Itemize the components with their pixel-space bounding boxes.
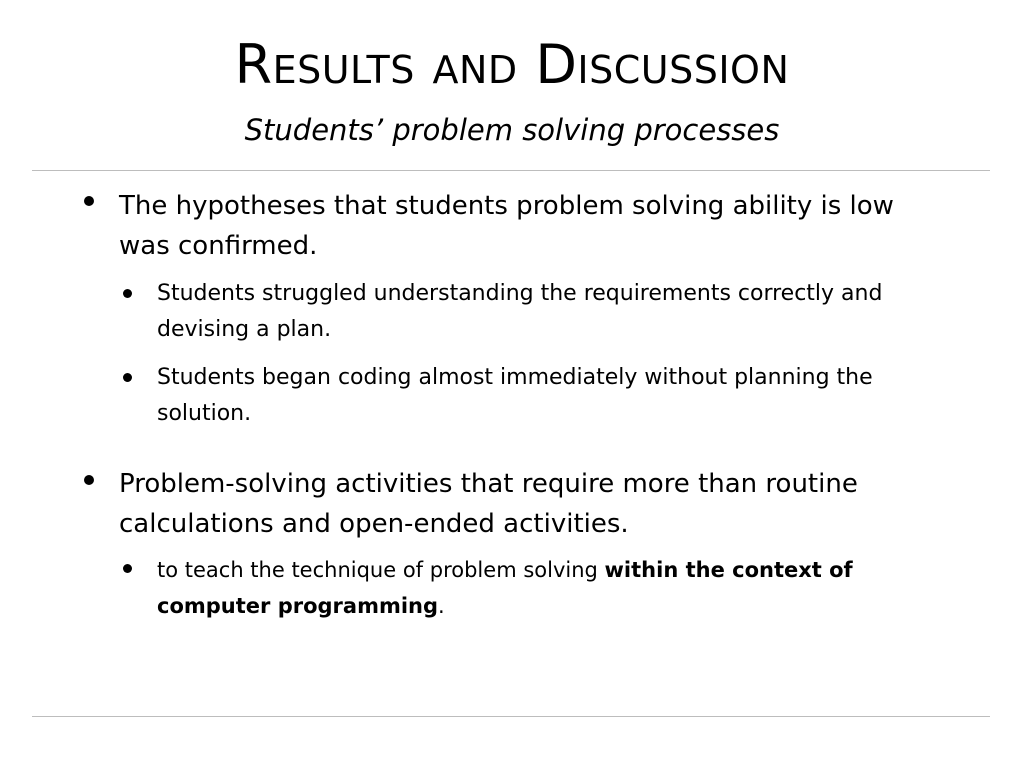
sub-bullet-text: Students began coding almost immediately without planning the solution. [157,365,873,426]
bullet-dot-icon [123,289,132,298]
sub-bullet-text: Students struggled understanding the requirements correctly and devising a plan. [157,281,883,342]
bullet-text: Problem-solving activities that require more than routine calculations and open-ended activities. [119,469,858,539]
slide-title: Results and Discussion [234,33,790,96]
bullet-dot-icon [84,475,94,485]
sub-bullet-end-text: . [438,594,445,618]
bullet-dot-icon [84,196,94,206]
bullet-dot-icon [123,373,132,382]
sub-bullet-plain-text: to teach the technique of problem solving [157,558,605,582]
sub-bullet-bold-text: within the context of computer programming [157,558,853,618]
sub-bullet-text [157,552,947,624]
slide-subtitle: Students’ problem solving processes [244,113,780,147]
bullet-text: The hypotheses that students problem solving ability is low was confirmed. [119,191,894,261]
bullet-dot-icon [123,564,132,573]
top-divider [32,170,990,171]
bottom-divider [32,716,990,717]
